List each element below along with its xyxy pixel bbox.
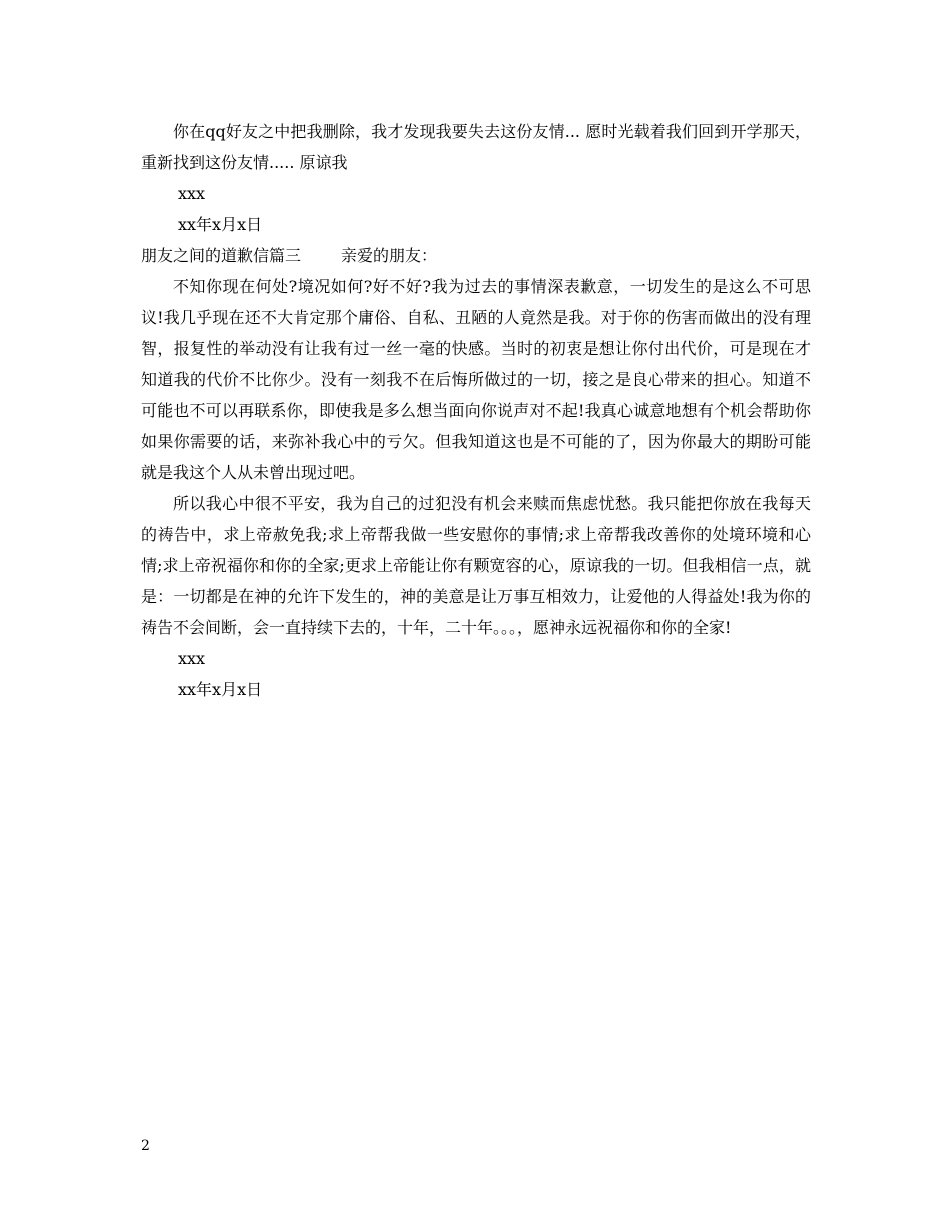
date-line: xx年x月x日 xyxy=(178,680,263,699)
date-line: xx年x月x日 xyxy=(178,215,263,234)
signature: xxx xyxy=(178,184,206,203)
section-heading xyxy=(141,240,811,271)
signature: xxx xyxy=(178,649,206,668)
salutation: 亲爱的朋友： xyxy=(341,246,438,265)
paragraph-apology-intro: 你在qq好友之中把我删除，我才发现我要失去这份友情... 愿时光载着我们回到开学那天，重新找到这份友情..... 原谅我 xyxy=(141,122,811,172)
page-number: 2 xyxy=(141,1138,150,1154)
paragraph-prayer: 所以我心中很不平安，我为自己的过犯没有机会来赎而焦虑忧愁。我只能把你放在我每天的祷告中，求上帝赦免我;求上帝帮我做一些安慰你的事情;求上帝帮我改善你的处境环境和心情;求上帝祝福你和你的全家;更求上帝能让你有颗宽容的心，原谅我的一切。但我相信一点，就是：一切都是在神的允许下发生的，神的美意是让万事互相效力，让爱他的人得益处!我为你的祷告不会间断，会一直持续下去的，十年，二十年。。。，愿神永远祝福你和你的全家! xyxy=(141,494,811,637)
section-title: 朋友之间的道歉信篇三 xyxy=(141,246,302,265)
document-body xyxy=(141,116,811,705)
paragraph-apology-body: 不知你现在何处?境况如何?好不好?我为过去的事情深表歉意，一切发生的是这么不可思议!我几乎现在还不大肯定那个庸俗、自私、丑陋的人竟然是我。对于你的伤害而做出的没有理智，报复性的举动没有让我有过一丝一毫的快感。当时的初衷是想让你付出代价，可是现在才知道我的代价不比你少。没有一刻我不在后悔所做过的一切，接之是良心带来的担心。知道不可能也不可以再联系你，即使我是多么想当面向你说声对不起!我真心诚意地想有个机会帮助你如果你需要的话，来弥补我心中的亏欠。但我知道这也是不可能的了，因为你最大的期盼可能就是我这个人从未曾出现过吧。 xyxy=(141,277,811,482)
